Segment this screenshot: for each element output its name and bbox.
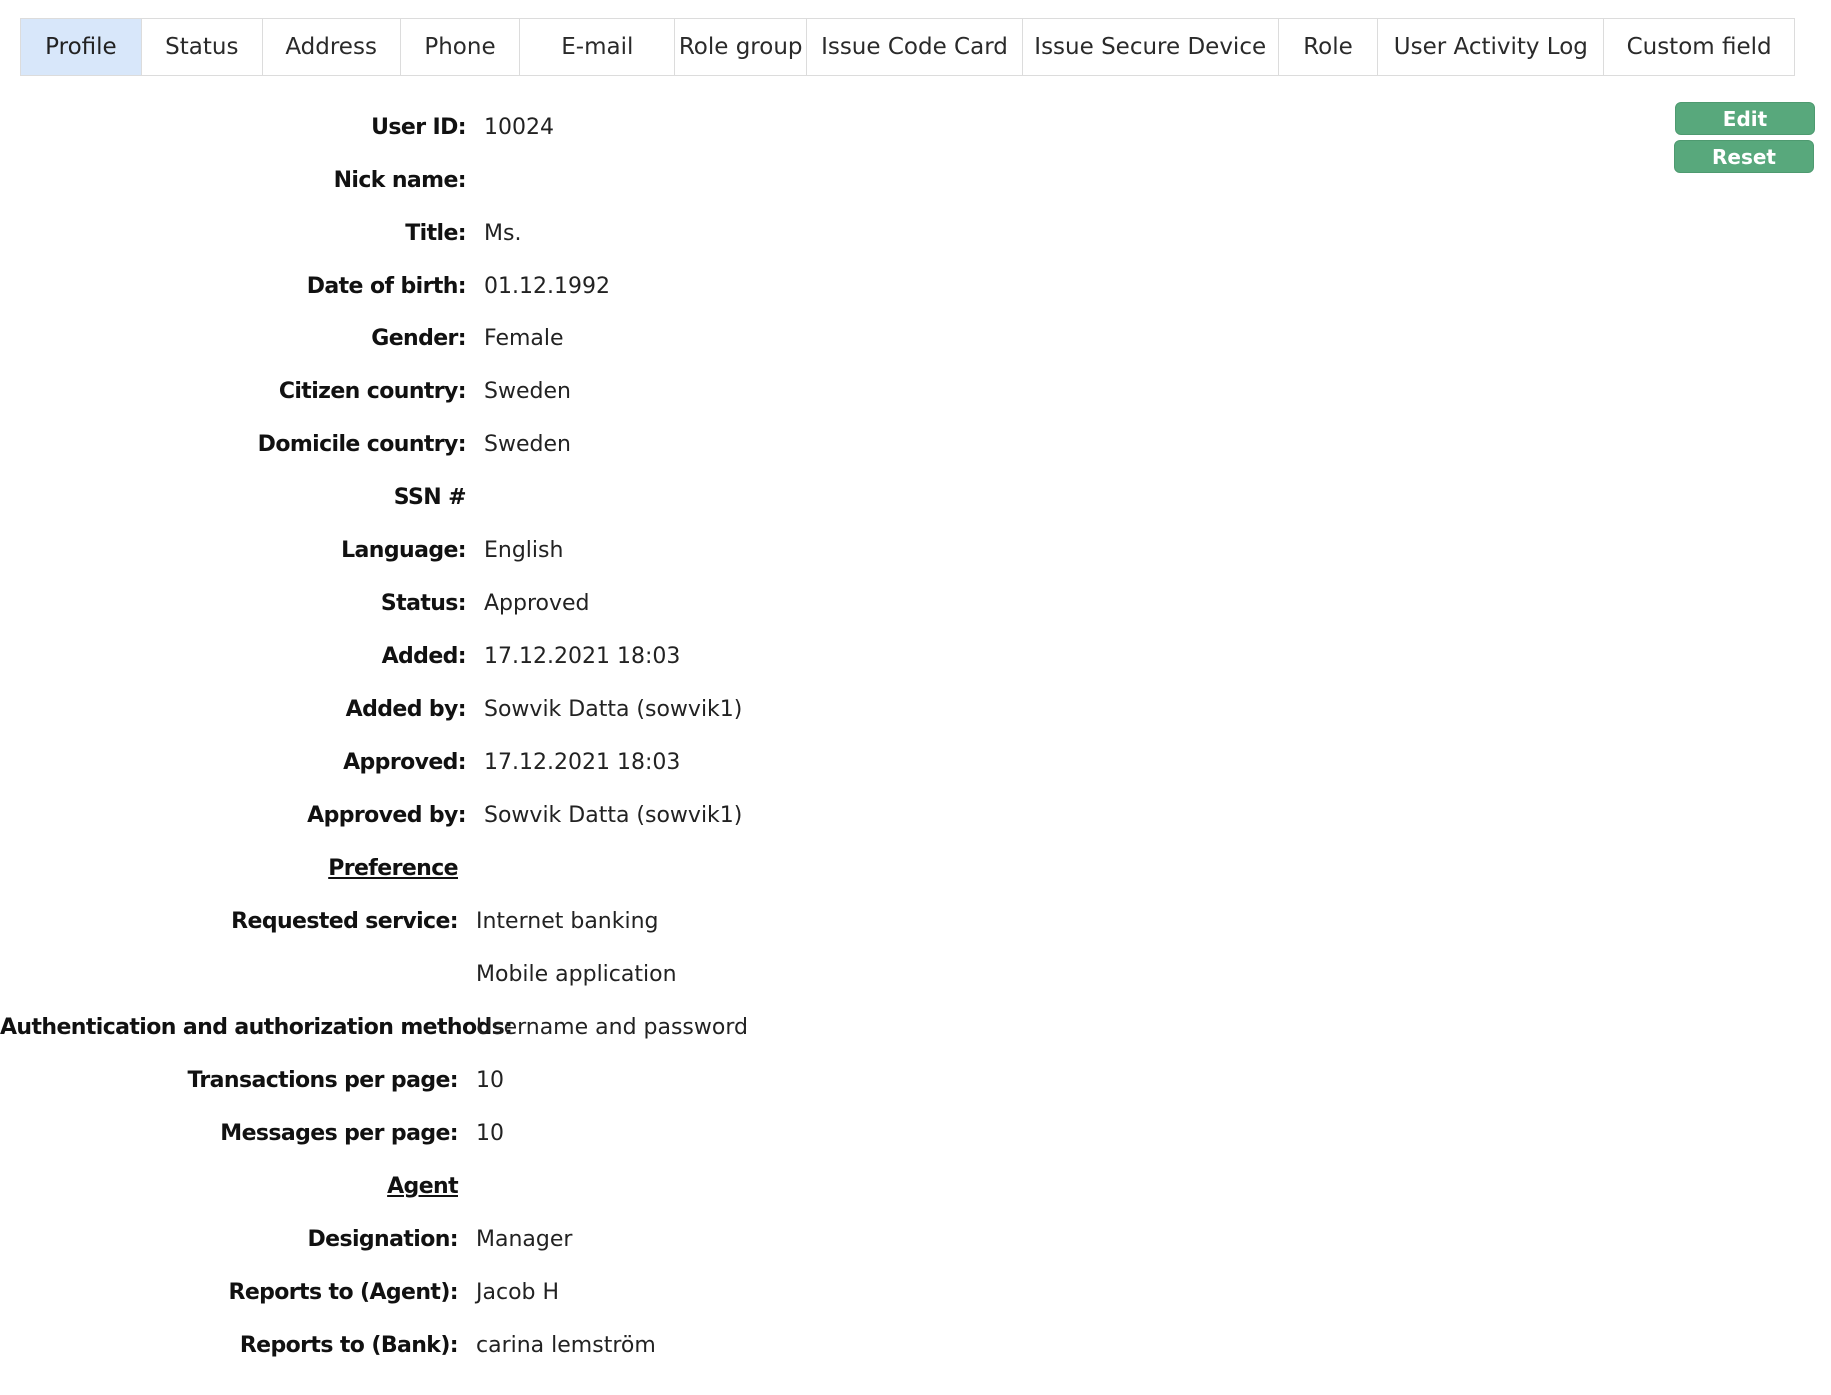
field-value: Manager	[476, 1227, 573, 1252]
field-value: Jacob H	[476, 1280, 560, 1305]
field-requested-service-2	[0, 955, 1200, 995]
preference-link[interactable]: Preference	[328, 856, 458, 881]
tab-bar	[20, 18, 1795, 76]
tab-issue-code-card[interactable]: Issue Code Card	[807, 19, 1023, 75]
field-title	[0, 214, 1200, 254]
field-label: Domicile country:	[257, 432, 466, 457]
field-label: Added by:	[345, 697, 466, 722]
field-value: Username and password	[476, 1015, 748, 1040]
field-label: User ID:	[371, 115, 466, 140]
tab-role-group[interactable]: Role group	[675, 19, 807, 75]
tab-custom-field[interactable]: Custom field	[1604, 19, 1794, 75]
tab-issue-secure-device[interactable]: Issue Secure Device	[1023, 19, 1279, 75]
field-label: Gender:	[371, 326, 466, 351]
field-value: 17.12.2021 18:03	[484, 750, 681, 775]
field-added	[0, 637, 1200, 677]
field-label: Reports to (Bank):	[239, 1333, 458, 1358]
field-value: carina lemström	[476, 1333, 656, 1358]
field-value: 01.12.1992	[484, 274, 610, 299]
tab-profile[interactable]: Profile	[21, 19, 142, 75]
field-nick-name	[0, 161, 1200, 201]
tab-user-activity-log[interactable]: User Activity Log	[1378, 19, 1604, 75]
field-label: Messages per page:	[220, 1121, 458, 1146]
field-value: Sowvik Datta (sowvik1)	[484, 697, 743, 722]
field-label: Designation:	[307, 1227, 458, 1252]
agent-link[interactable]: Agent	[387, 1174, 458, 1199]
tab-email[interactable]: E-mail	[520, 19, 675, 75]
field-label: Title:	[405, 221, 466, 246]
field-reports-to-agent	[0, 1273, 1200, 1313]
tab-status[interactable]: Status	[142, 19, 263, 75]
field-transactions-per-page	[0, 1061, 1200, 1101]
field-value: Mobile application	[476, 962, 677, 987]
field-added-by	[0, 690, 1200, 730]
field-language	[0, 531, 1200, 571]
field-value: Sweden	[484, 432, 571, 457]
field-status	[0, 584, 1200, 624]
field-value: Internet banking	[476, 909, 659, 934]
field-value: 10024	[484, 115, 554, 140]
field-label: Reports to (Agent):	[228, 1280, 458, 1305]
field-value: Approved	[484, 591, 590, 616]
field-value: Sweden	[484, 379, 571, 404]
field-date-of-birth	[0, 267, 1200, 307]
field-value: 10	[476, 1068, 504, 1093]
field-requested-service	[0, 902, 1200, 942]
field-label: Authentication and authorization methods:	[0, 1015, 513, 1040]
field-approved	[0, 743, 1200, 783]
tab-phone[interactable]: Phone	[401, 19, 521, 75]
field-label: Approved by:	[307, 803, 466, 828]
field-label: Added:	[381, 644, 466, 669]
reset-button[interactable]: Reset	[1674, 140, 1814, 173]
field-domicile-country	[0, 425, 1200, 465]
preference-section-heading	[0, 849, 1200, 889]
field-label: Status:	[380, 591, 466, 616]
field-label: Nick name:	[333, 168, 466, 193]
field-reports-to-bank	[0, 1326, 1200, 1366]
field-gender	[0, 319, 1200, 359]
field-label: Approved:	[343, 750, 466, 775]
field-messages-per-page	[0, 1114, 1200, 1154]
field-label: Language:	[341, 538, 466, 563]
field-value: 17.12.2021 18:03	[484, 644, 681, 669]
field-label: SSN #	[393, 485, 466, 510]
agent-section-heading	[0, 1167, 1200, 1207]
field-value: 10	[476, 1121, 504, 1146]
edit-button[interactable]: Edit	[1675, 102, 1815, 135]
field-value: English	[484, 538, 564, 563]
field-citizen-country	[0, 372, 1200, 412]
field-value: Ms.	[484, 221, 522, 246]
field-label: Citizen country:	[278, 379, 466, 404]
field-approved-by	[0, 796, 1200, 836]
tab-role[interactable]: Role	[1279, 19, 1379, 75]
field-value: Sowvik Datta (sowvik1)	[484, 803, 743, 828]
field-label: Requested service:	[231, 909, 458, 934]
field-label: Transactions per page:	[187, 1068, 458, 1093]
tab-address[interactable]: Address	[263, 19, 401, 75]
field-label: Date of birth:	[306, 274, 466, 299]
field-ssn	[0, 478, 1200, 518]
field-auth-methods	[0, 1008, 1200, 1048]
field-designation	[0, 1220, 1200, 1260]
field-user-id	[0, 108, 1200, 148]
field-value: Female	[484, 326, 564, 351]
